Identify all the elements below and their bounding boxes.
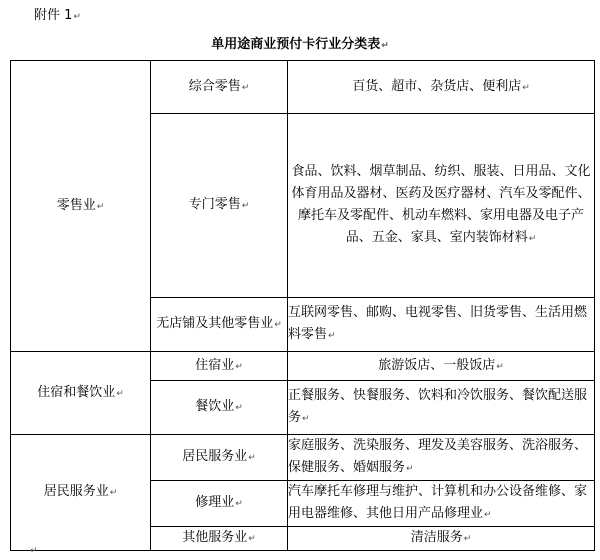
- paragraph-mark: ↵: [406, 464, 414, 474]
- paragraph-mark: ↵: [235, 403, 243, 413]
- paragraph-mark: ↵: [328, 331, 336, 341]
- paragraph-mark: ↵: [96, 201, 105, 212]
- paragraph-mark: ↵: [496, 361, 504, 372]
- paragraph-mark: ↵: [30, 546, 38, 556]
- category-cell: 居民服务业↵: [151, 435, 288, 481]
- paragraph-mark: ↵: [235, 499, 243, 509]
- category-cell: 无店铺及其他零售业↵: [151, 298, 288, 352]
- industry-cell: 住宿和餐饮业↵: [11, 352, 151, 435]
- paragraph-mark: ↵: [484, 510, 492, 520]
- scope-cell: 旅游饭店、一般饭店↵: [288, 352, 595, 381]
- paragraph-mark: ↵: [109, 488, 118, 498]
- table-row: [11, 352, 595, 381]
- paragraph-mark: ↵: [248, 534, 256, 544]
- scope-cell: 汽车摩托车修理与维护、计算机和办公设备维修、家用电器维修、其他日用产品修理业↵: [288, 481, 595, 527]
- paragraph-mark: ↵: [274, 320, 282, 330]
- classification-table: [10, 60, 595, 551]
- paragraph-mark: ↵: [381, 41, 389, 51]
- category-cell: 其他服务业↵: [151, 527, 288, 551]
- table-row: [11, 435, 595, 481]
- paragraph-mark: ↵: [302, 414, 310, 424]
- scope-cell: 清洁服务↵: [288, 527, 595, 551]
- paragraph-mark: ↵: [248, 453, 256, 463]
- category-cell: 专门零售↵: [151, 114, 288, 298]
- category-cell: 综合零售↵: [151, 61, 288, 114]
- paragraph-mark: ↵: [241, 201, 250, 211]
- category-cell: 餐饮业↵: [151, 381, 288, 435]
- industry-cell: 零售业↵: [11, 61, 151, 352]
- paragraph-mark: ↵: [528, 234, 537, 244]
- paragraph-mark: ↵: [116, 388, 124, 399]
- attachment-label: 附件 1↵: [34, 8, 81, 23]
- paragraph-mark: ↵: [241, 82, 250, 93]
- paragraph-mark: ↵: [522, 82, 530, 93]
- table-row: [11, 61, 595, 114]
- scope-cell: 百货、超市、杂货店、便利店↵: [288, 61, 595, 114]
- paragraph-mark: ↵: [73, 12, 81, 22]
- scope-cell: 互联网零售、邮购、电视零售、旧货零售、生活用燃料零售↵: [288, 298, 595, 352]
- paragraph-mark: ↵: [463, 534, 472, 544]
- table-title: 单用途商业预付卡行业分类表↵: [211, 37, 389, 52]
- industry-cell: 居民服务业↵: [11, 435, 151, 551]
- scope-cell: 食品、饮料、烟草制品、纺织、服装、日用品、文化体育用品及器材、医药及医疗器材、汽车及零配件、摩托车及零配件、机动车燃料、家用电器及电子产品、五金、家具、室内装饰材料↵: [288, 114, 595, 298]
- category-cell: 修理业↵: [151, 481, 288, 527]
- scope-cell: 正餐服务、快餐服务、饮料和冷饮服务、餐饮配送服务↵: [288, 381, 595, 435]
- scope-cell: 家庭服务、洗染服务、理发及美容服务、洗浴服务、保健服务、婚姻服务↵: [288, 435, 595, 481]
- paragraph-mark: ↵: [235, 361, 243, 372]
- category-cell: 住宿业↵: [151, 352, 288, 381]
